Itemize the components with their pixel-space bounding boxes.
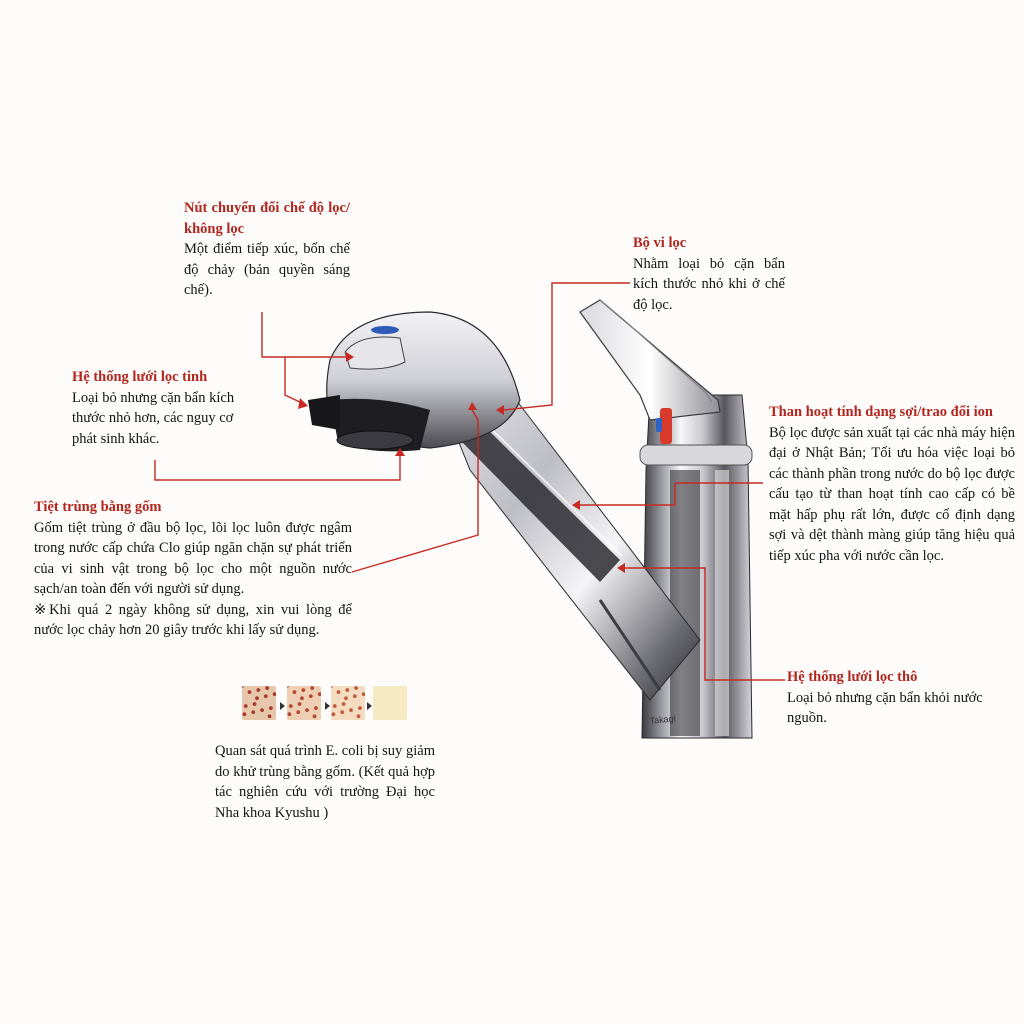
callout-body: Loại bỏ nhưng cặn bẩn kích thước nhỏ hơn, các nguy cơ phát sinh khác.	[72, 389, 235, 447]
callout-coarse-mesh	[787, 667, 987, 729]
callout-ceramic-sterilization	[34, 497, 352, 641]
ecoli-sample	[373, 686, 407, 720]
callout-body: Bộ lọc được sản xuất tại các nhà máy hiện đại ở Nhật Bản; Tối ưu hóa việc loại bỏ các thành phần trong nước do bộ lọc được cấu tạo từ than hoạt tính cao cấp có bề mặt hấp phụ rất lớn, được cố định dạng sợi và dệt thành màng giúp tăng hiệu quả tiếp xúc pha với nước cần lọc.	[769, 424, 1015, 564]
callout-title: Than hoạt tính dạng sợi/trao đổi ion	[769, 404, 993, 420]
callout-title: Hệ thống lưới lọc thô	[787, 669, 918, 685]
callout-activated-carbon	[769, 402, 1015, 566]
callout-title: Nút chuyển đổi chế độ lọc/ không lọc	[184, 200, 350, 237]
ecoli-sample	[287, 686, 321, 720]
callout-title: Hệ thống lưới lọc tinh	[72, 369, 208, 385]
callout-title: Bộ vi lọc	[633, 235, 687, 251]
spray-head	[308, 312, 520, 451]
faucet-brand-label: Takagi	[649, 713, 677, 726]
callout-body: Nhằm loại bỏ cặn bẩn kích thước nhỏ khi ở chế độ lọc.	[633, 255, 785, 313]
callout-filter-switch	[184, 198, 350, 301]
arrow-icon	[280, 702, 285, 710]
callout-title: Tiệt trùng bằng gốm	[34, 499, 162, 515]
ecoli-caption	[215, 741, 435, 823]
callout-body: Một điểm tiếp xúc, bốn chế độ chảy (bản quyền sáng chế).	[184, 241, 350, 298]
callout-body: Loại bỏ nhưng cặn bẩn khỏi nước nguồn.	[787, 689, 983, 726]
arrow-icon	[325, 702, 330, 710]
arrow-icon	[367, 702, 372, 710]
callout-fine-mesh	[72, 367, 256, 449]
callout-body: Gốm tiệt trùng ở đầu bộ lọc, lõi lọc luôn được ngâm trong nước cấp chứa Clo giúp ngăn chặn sự phát triển của vi sinh vật trong bộ lọc cho một nguồn nước sạch/an toàn đến với người sử dụng. ※Khi quá 2 ngày không sử dụng, xin vui lòng để nước lọc chảy hơn 20 giây trước khi lấy sử dụng.	[34, 519, 352, 638]
ecoli-sample	[331, 686, 365, 720]
caption-text: Quan sát quá trình E. coli bị suy giảm do khử trùng bằng gốm. (Kết quả hợp tác nghiên cứu với trường Đại học Nha khoa Kyushu )	[215, 743, 435, 821]
callout-micro-filter	[633, 233, 785, 315]
ecoli-sample	[242, 686, 276, 720]
